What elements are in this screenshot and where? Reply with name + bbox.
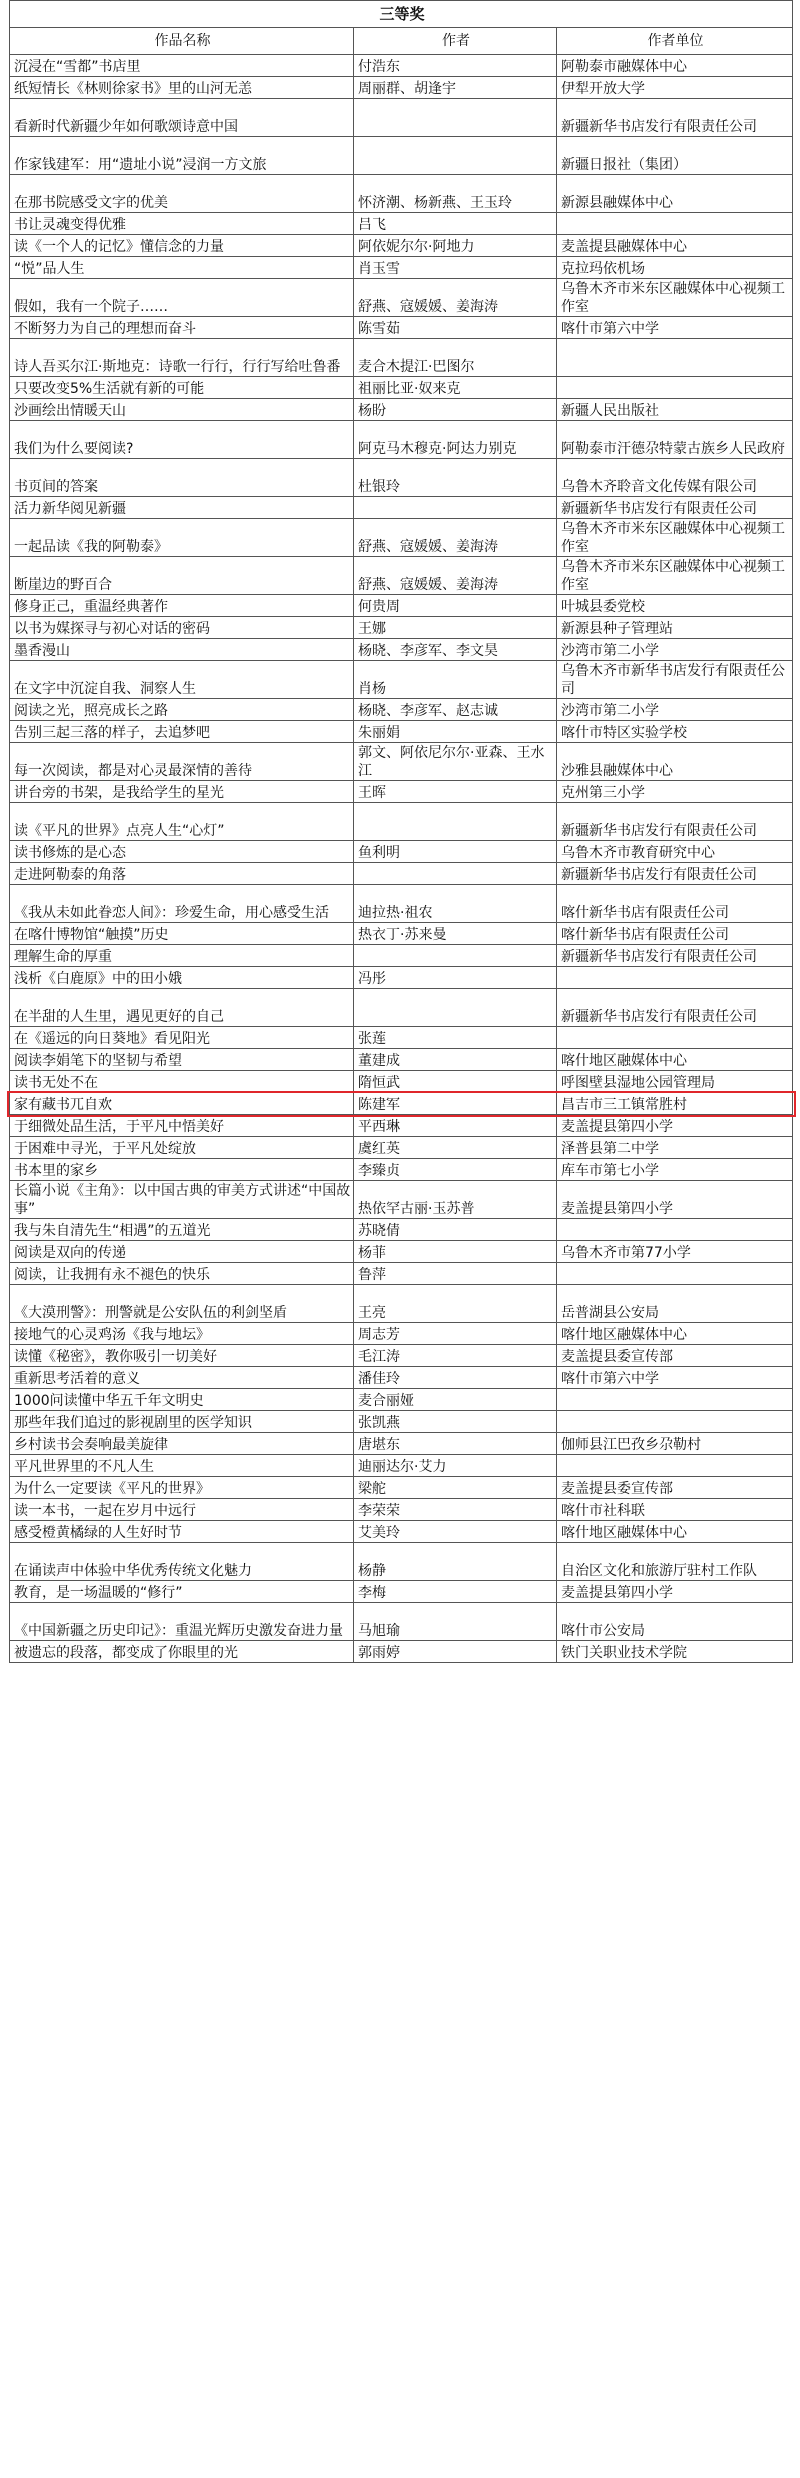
cell-author: 艾美玲 [354, 1521, 557, 1543]
cell-author: 杨静 [354, 1543, 557, 1581]
cell-work: 以书为媒探寻与初心对话的密码 [10, 617, 354, 639]
cell-affiliation: 新疆新华书店发行有限责任公司 [557, 945, 793, 967]
cell-author: 麦合木提江·巴图尔 [354, 339, 557, 377]
cell-affiliation: 克州第三小学 [557, 781, 793, 803]
award-sheet [9, 0, 792, 1663]
cell-author: 杨晓、李彦军、赵志诚 [354, 699, 557, 721]
cell-author: 潘佳玲 [354, 1367, 557, 1389]
table-row [10, 1477, 793, 1499]
table-row [10, 639, 793, 661]
cell-author [354, 497, 557, 519]
cell-affiliation: 阿勒泰市汗德尕特蒙古族乡人民政府 [557, 421, 793, 459]
table-row [10, 841, 793, 863]
cell-author: 马旭瑜 [354, 1603, 557, 1641]
table-row [10, 317, 793, 339]
cell-author: 迪丽达尔·艾力 [354, 1455, 557, 1477]
title-row [10, 1, 793, 28]
cell-work: 读书无处不在 [10, 1071, 354, 1093]
table-row [10, 803, 793, 841]
cell-affiliation: 新源县种子管理站 [557, 617, 793, 639]
cell-work: 阅读，让我拥有永不褪色的快乐 [10, 1263, 354, 1285]
cell-author: 舒燕、寇媛媛、姜海涛 [354, 519, 557, 557]
table-row [10, 1027, 793, 1049]
table-row [10, 1093, 793, 1115]
cell-work: 阅读之光，照亮成长之路 [10, 699, 354, 721]
cell-affiliation: 自治区文化和旅游厅驻村工作队 [557, 1543, 793, 1581]
cell-work: 接地气的心灵鸡汤《我与地坛》 [10, 1323, 354, 1345]
cell-work: 书页间的答案 [10, 459, 354, 497]
cell-work: 诗人吾买尔江·斯地克：诗歌一行行，行行写给吐鲁番 [10, 339, 354, 377]
cell-author: 王晖 [354, 781, 557, 803]
cell-affiliation [557, 339, 793, 377]
cell-work: 《大漠刑警》：刑警就是公安队伍的利剑坚盾 [10, 1285, 354, 1323]
cell-affiliation [557, 1263, 793, 1285]
cell-affiliation: 麦盖提县委宣传部 [557, 1477, 793, 1499]
cell-author: 李臻贞 [354, 1159, 557, 1181]
cell-author: 周丽群、胡逢宇 [354, 77, 557, 99]
table-row [10, 743, 793, 781]
cell-affiliation: 叶城县委党校 [557, 595, 793, 617]
cell-author: 陈雪茹 [354, 317, 557, 339]
cell-work: 教育，是一场温暖的“修行” [10, 1581, 354, 1603]
cell-affiliation [557, 1027, 793, 1049]
cell-author [354, 99, 557, 137]
cell-author: 毛江涛 [354, 1345, 557, 1367]
cell-affiliation: 库车市第七小学 [557, 1159, 793, 1181]
cell-work: 于困难中寻光，于平凡处绽放 [10, 1137, 354, 1159]
table-row [10, 1411, 793, 1433]
cell-author: 麦合丽娅 [354, 1389, 557, 1411]
cell-affiliation: 克拉玛依机场 [557, 257, 793, 279]
table-row [10, 1345, 793, 1367]
cell-work: 在喀什博物馆“触摸”历史 [10, 923, 354, 945]
cell-affiliation: 沙湾市第二小学 [557, 639, 793, 661]
table-row [10, 885, 793, 923]
cell-affiliation: 喀什地区融媒体中心 [557, 1521, 793, 1543]
table-row [10, 421, 793, 459]
cell-work: 在文字中沉淀自我、洞察人生 [10, 661, 354, 699]
cell-author: 鱼利明 [354, 841, 557, 863]
cell-author: 李荣荣 [354, 1499, 557, 1521]
cell-affiliation: 喀什地区融媒体中心 [557, 1049, 793, 1071]
cell-affiliation [557, 377, 793, 399]
cell-affiliation: 喀什市第六中学 [557, 1367, 793, 1389]
cell-work: “悦”品人生 [10, 257, 354, 279]
cell-affiliation [557, 213, 793, 235]
cell-affiliation: 乌鲁木齐市第77小学 [557, 1241, 793, 1263]
table-row [10, 661, 793, 699]
cell-author: 王娜 [354, 617, 557, 639]
cell-work: 那些年我们追过的影视剧里的医学知识 [10, 1411, 354, 1433]
cell-author: 梁舵 [354, 1477, 557, 1499]
cell-author: 肖杨 [354, 661, 557, 699]
cell-affiliation: 伊犁开放大学 [557, 77, 793, 99]
table-row [10, 497, 793, 519]
cell-affiliation: 喀什新华书店有限责任公司 [557, 923, 793, 945]
table-row [10, 213, 793, 235]
table-row [10, 595, 793, 617]
cell-work: 一起品读《我的阿勒泰》 [10, 519, 354, 557]
cell-author: 唐堪东 [354, 1433, 557, 1455]
table-row [10, 1455, 793, 1477]
cell-work: 乡村读书会奏响最美旋律 [10, 1433, 354, 1455]
cell-affiliation: 新疆人民出版社 [557, 399, 793, 421]
cell-affiliation [557, 1219, 793, 1241]
cell-author: 朱丽娟 [354, 721, 557, 743]
cell-work: 家有藏书兀自欢 [10, 1093, 354, 1115]
cell-affiliation: 新疆新华书店发行有限责任公司 [557, 803, 793, 841]
cell-work: 读书修炼的是心态 [10, 841, 354, 863]
cell-affiliation: 乌鲁木齐市米东区融媒体中心视频工作室 [557, 279, 793, 317]
table-row [10, 1603, 793, 1641]
cell-author: 付浩东 [354, 55, 557, 77]
cell-affiliation: 喀什市公安局 [557, 1603, 793, 1641]
cell-affiliation [557, 1455, 793, 1477]
cell-author [354, 989, 557, 1027]
cell-work: 理解生命的厚重 [10, 945, 354, 967]
cell-affiliation: 乌鲁木齐市新华书店发行有限责任公司 [557, 661, 793, 699]
cell-author [354, 137, 557, 175]
cell-work: 读懂《秘密》，教你吸引一切美好 [10, 1345, 354, 1367]
cell-affiliation: 新疆新华书店发行有限责任公司 [557, 497, 793, 519]
cell-author [354, 945, 557, 967]
cell-work: 不断努力为自己的理想而奋斗 [10, 317, 354, 339]
cell-author: 阿依妮尔尔·阿地力 [354, 235, 557, 257]
cell-work: 《中国新疆之历史印记》：重温光辉历史激发奋进力量 [10, 1603, 354, 1641]
table-row [10, 1181, 793, 1219]
cell-author: 郭雨婷 [354, 1641, 557, 1663]
cell-work: 我与朱自清先生“相遇”的五道光 [10, 1219, 354, 1241]
cell-author: 董建成 [354, 1049, 557, 1071]
cell-author: 杨晓、李彦军、李文昊 [354, 639, 557, 661]
table-row [10, 1263, 793, 1285]
table-row [10, 1499, 793, 1521]
table-row [10, 279, 793, 317]
cell-affiliation [557, 1389, 793, 1411]
cell-work: 重新思考活着的意义 [10, 1367, 354, 1389]
cell-work: 平凡世界里的不凡人生 [10, 1455, 354, 1477]
cell-affiliation: 麦盖提县第四小学 [557, 1581, 793, 1603]
cell-work: 假如，我有一个院子…… [10, 279, 354, 317]
cell-author: 郭文、阿依尼尔尔·亚森、王水江 [354, 743, 557, 781]
table-row [10, 945, 793, 967]
cell-affiliation: 昌吉市三工镇常胜村 [557, 1093, 793, 1115]
cell-author: 祖丽比亚·奴来克 [354, 377, 557, 399]
cell-author: 鲁萍 [354, 1263, 557, 1285]
table-row [10, 1285, 793, 1323]
table-row [10, 459, 793, 497]
cell-affiliation: 乌鲁木齐市米东区融媒体中心视频工作室 [557, 557, 793, 595]
header-affiliation: 作者单位 [557, 28, 793, 55]
cell-author [354, 863, 557, 885]
cell-work: 长篇小说《主角》：以中国古典的审美方式讲述“中国故事” [10, 1181, 354, 1219]
cell-affiliation: 喀什市社科联 [557, 1499, 793, 1521]
cell-work: 浅析《白鹿原》中的田小娥 [10, 967, 354, 989]
cell-author [354, 803, 557, 841]
table-row [10, 1323, 793, 1345]
cell-work: 看新时代新疆少年如何歌颂诗意中国 [10, 99, 354, 137]
cell-work: 作家钱建军：用“遗址小说”浸润一方文旅 [10, 137, 354, 175]
cell-author: 冯彤 [354, 967, 557, 989]
cell-work: 阅读李娟笔下的坚韧与希望 [10, 1049, 354, 1071]
cell-affiliation: 岳普湖县公安局 [557, 1285, 793, 1323]
table-row [10, 1641, 793, 1663]
cell-work: 阅读是双向的传递 [10, 1241, 354, 1263]
cell-author: 张凯燕 [354, 1411, 557, 1433]
cell-author: 怀济潮、杨新燕、王玉玲 [354, 175, 557, 213]
cell-author: 陈建军 [354, 1093, 557, 1115]
cell-work: 墨香漫山 [10, 639, 354, 661]
cell-author: 吕飞 [354, 213, 557, 235]
table-row [10, 721, 793, 743]
cell-work: 1000问读懂中华五千年文明史 [10, 1389, 354, 1411]
table-row [10, 1115, 793, 1137]
table-row [10, 399, 793, 421]
cell-author: 热依罕古丽·玉苏普 [354, 1181, 557, 1219]
cell-work: 读《平凡的世界》点亮人生“心灯” [10, 803, 354, 841]
cell-affiliation: 麦盖提县融媒体中心 [557, 235, 793, 257]
table-row [10, 235, 793, 257]
table-row [10, 1433, 793, 1455]
cell-affiliation: 新疆新华书店发行有限责任公司 [557, 989, 793, 1027]
table-row [10, 1543, 793, 1581]
cell-author: 虞红英 [354, 1137, 557, 1159]
cell-author: 平西琳 [354, 1115, 557, 1137]
cell-work: 《我从未如此眷恋人间》：珍爱生命，用心感受生活 [10, 885, 354, 923]
cell-work: 只要改变5%生活就有新的可能 [10, 377, 354, 399]
cell-affiliation: 喀什地区融媒体中心 [557, 1323, 793, 1345]
table-row [10, 339, 793, 377]
cell-work: 每一次阅读，都是对心灵最深情的善待 [10, 743, 354, 781]
cell-author: 迪拉热·祖农 [354, 885, 557, 923]
cell-author: 李梅 [354, 1581, 557, 1603]
cell-work: 为什么一定要读《平凡的世界》 [10, 1477, 354, 1499]
cell-author: 隋恒武 [354, 1071, 557, 1093]
cell-affiliation: 阿勒泰市融媒体中心 [557, 55, 793, 77]
table-row [10, 1071, 793, 1093]
cell-affiliation: 呼图壁县湿地公园管理局 [557, 1071, 793, 1093]
table-row [10, 175, 793, 213]
cell-affiliation: 喀什市第六中学 [557, 317, 793, 339]
cell-work: 书让灵魂变得优雅 [10, 213, 354, 235]
cell-author: 杨盼 [354, 399, 557, 421]
cell-work: 我们为什么要阅读? [10, 421, 354, 459]
cell-affiliation: 麦盖提县委宣传部 [557, 1345, 793, 1367]
cell-work: 修身正己，重温经典著作 [10, 595, 354, 617]
cell-author: 舒燕、寇媛媛、姜海涛 [354, 557, 557, 595]
cell-author: 周志芳 [354, 1323, 557, 1345]
cell-work: 读《一个人的记忆》懂信念的力量 [10, 235, 354, 257]
cell-author: 何贵周 [354, 595, 557, 617]
table-row [10, 1049, 793, 1071]
cell-author: 苏晓倩 [354, 1219, 557, 1241]
cell-work: 读一本书，一起在岁月中远行 [10, 1499, 354, 1521]
cell-work: 书本里的家乡 [10, 1159, 354, 1181]
table-row [10, 967, 793, 989]
cell-work: 在那书院感受文字的优美 [10, 175, 354, 213]
cell-affiliation: 新疆新华书店发行有限责任公司 [557, 863, 793, 885]
cell-affiliation: 喀什新华书店有限责任公司 [557, 885, 793, 923]
cell-affiliation: 喀什市特区实验学校 [557, 721, 793, 743]
cell-affiliation: 新疆日报社（集团） [557, 137, 793, 175]
table-title: 三等奖 [10, 1, 793, 28]
table-row [10, 1521, 793, 1543]
cell-author: 王亮 [354, 1285, 557, 1323]
cell-work: 纸短情长《林则徐家书》里的山河无恙 [10, 77, 354, 99]
cell-affiliation: 乌鲁木齐市教育研究中心 [557, 841, 793, 863]
table-row [10, 1367, 793, 1389]
table-row [10, 257, 793, 279]
cell-work: 讲台旁的书架，是我给学生的星光 [10, 781, 354, 803]
cell-author: 阿克马木穆克·阿达力别克 [354, 421, 557, 459]
cell-affiliation: 伽师县江巴孜乡尕勒村 [557, 1433, 793, 1455]
cell-affiliation: 铁门关职业技术学院 [557, 1641, 793, 1663]
cell-affiliation: 麦盖提县第四小学 [557, 1181, 793, 1219]
cell-work: 在《遥远的向日葵地》看见阳光 [10, 1027, 354, 1049]
cell-affiliation: 麦盖提县第四小学 [557, 1115, 793, 1137]
table-row [10, 377, 793, 399]
header-author: 作者 [354, 28, 557, 55]
table-row [10, 519, 793, 557]
table-row [10, 1159, 793, 1181]
cell-work: 沙画绘出情暖天山 [10, 399, 354, 421]
cell-work: 被遗忘的段落，都变成了你眼里的光 [10, 1641, 354, 1663]
cell-author: 张莲 [354, 1027, 557, 1049]
table-row [10, 923, 793, 945]
table-row [10, 1219, 793, 1241]
cell-affiliation: 新源县融媒体中心 [557, 175, 793, 213]
table-row [10, 863, 793, 885]
table-row [10, 1581, 793, 1603]
cell-work: 断崖边的野百合 [10, 557, 354, 595]
cell-affiliation: 沙雅县融媒体中心 [557, 743, 793, 781]
cell-work: 感受橙黄橘绿的人生好时节 [10, 1521, 354, 1543]
cell-work: 走进阿勒泰的角落 [10, 863, 354, 885]
cell-author: 热衣丁·苏来曼 [354, 923, 557, 945]
table-row [10, 99, 793, 137]
award-table [9, 0, 793, 1663]
cell-work: 告别三起三落的样子，去追梦吧 [10, 721, 354, 743]
table-row [10, 1137, 793, 1159]
table-row [10, 617, 793, 639]
table-row [10, 1389, 793, 1411]
table-row [10, 137, 793, 175]
cell-affiliation: 泽普县第二中学 [557, 1137, 793, 1159]
cell-affiliation [557, 1411, 793, 1433]
cell-work: 在半甜的人生里，遇见更好的自己 [10, 989, 354, 1027]
table-row [10, 781, 793, 803]
table-row [10, 557, 793, 595]
cell-work: 在诵读声中体验中华优秀传统文化魅力 [10, 1543, 354, 1581]
cell-author: 肖玉雪 [354, 257, 557, 279]
cell-author: 舒燕、寇媛媛、姜海涛 [354, 279, 557, 317]
cell-work: 于细微处品生活，于平凡中悟美好 [10, 1115, 354, 1137]
cell-work: 沉浸在“雪都”书店里 [10, 55, 354, 77]
table-body [10, 55, 793, 1663]
cell-author: 杨菲 [354, 1241, 557, 1263]
header-work-name: 作品名称 [10, 28, 354, 55]
cell-affiliation [557, 967, 793, 989]
table-row [10, 1241, 793, 1263]
cell-author: 杜银玲 [354, 459, 557, 497]
cell-affiliation: 乌鲁木齐聆音文化传媒有限公司 [557, 459, 793, 497]
cell-affiliation: 沙湾市第二小学 [557, 699, 793, 721]
header-row [10, 28, 793, 55]
table-row [10, 77, 793, 99]
table-row [10, 55, 793, 77]
table-row [10, 989, 793, 1027]
table-row [10, 699, 793, 721]
cell-affiliation: 乌鲁木齐市米东区融媒体中心视频工作室 [557, 519, 793, 557]
cell-work: 活力新华阅见新疆 [10, 497, 354, 519]
cell-affiliation: 新疆新华书店发行有限责任公司 [557, 99, 793, 137]
